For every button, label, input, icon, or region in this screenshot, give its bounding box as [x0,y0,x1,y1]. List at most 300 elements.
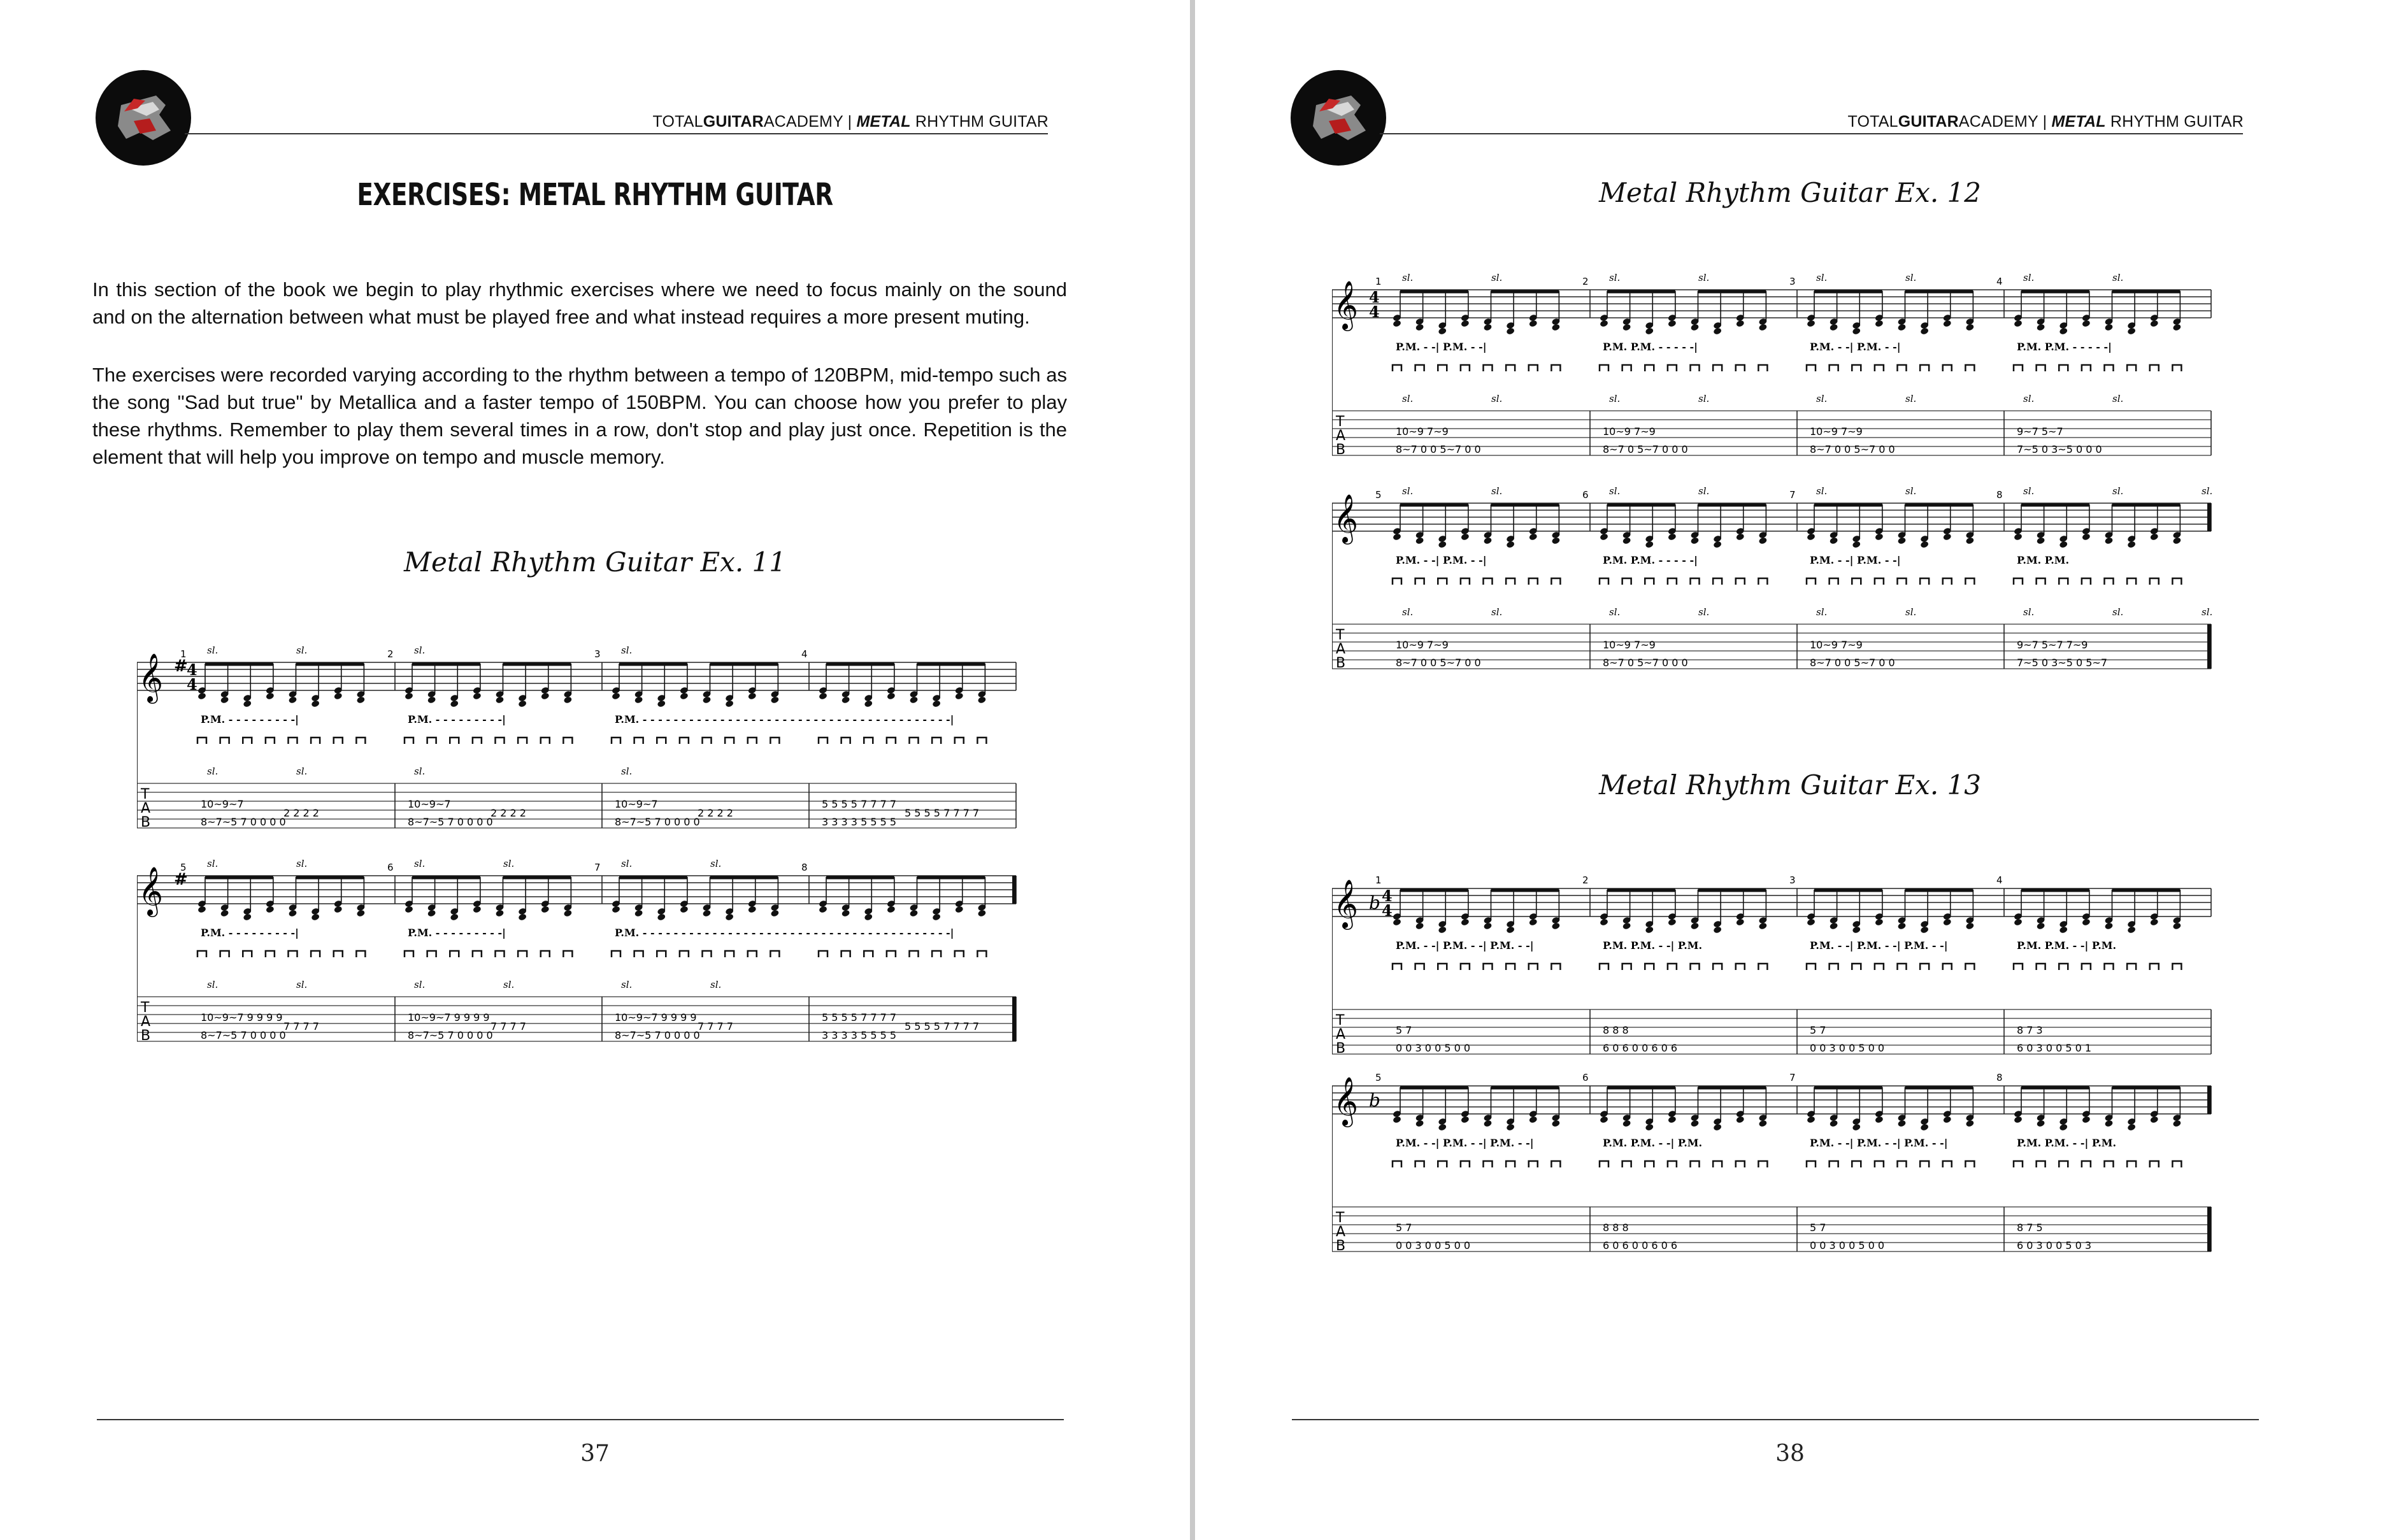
downstroke-mark [612,951,620,957]
palm-mute: P.M. P.M. - -| P.M. [2017,939,2117,952]
tab-fret-top: 5 7 [1396,1222,1412,1234]
slide-mark-tab: sl. [1402,606,1414,618]
time-sig-bottom: 4 [187,675,197,694]
note-head [1897,1120,1906,1128]
slide-mark: sl. [1402,272,1414,283]
tab-fret-bottom: 8~7 0 0 5~7 0 0 [1810,443,1895,455]
note-head [1551,537,1560,545]
tab-fret-top: 10~9~7 [615,798,658,810]
tab-letter: T [1336,627,1345,643]
note-head [702,696,711,704]
time-sig-top: 4 [1382,887,1393,905]
tab-fret-bottom: 7~5 0 3~5 0 5~7 [2017,657,2107,669]
time-sig-bottom: 4 [1369,303,1380,321]
note-head [1965,922,1974,930]
slide-mark: sl. [414,645,426,656]
exercise-11-score [137,643,1029,1051]
measure-number: 2 [387,648,394,660]
note-head [864,700,873,708]
downstroke-mark [725,951,734,957]
final-barline [2207,503,2211,531]
note-head [1690,324,1699,332]
slide-mark: sl. [414,858,426,869]
downstroke-mark [1713,578,1722,585]
measure [1582,272,1797,455]
slide-mark: sl. [621,645,633,656]
downstroke-mark [1551,964,1560,970]
palm-mute: P.M. - - - - - - - - - - - - - - - - - - - - - - - - - - - - - - - - - - - - - - - -| [615,713,954,725]
palm-mute: P.M. P.M. - - - - -| [1603,554,1698,566]
downstroke-mark [2014,1161,2023,1167]
note-head [518,700,527,708]
downstroke-mark [1852,1161,1861,1167]
note-head [563,696,572,704]
footer-rule [97,1419,1064,1420]
note-head [1483,537,1492,545]
downstroke-mark [1830,1161,1838,1167]
downstroke-mark [748,951,757,957]
note-head [1645,541,1654,549]
downstroke-mark [1830,578,1838,585]
downstroke-mark [311,951,320,957]
downstroke-mark [1461,964,1470,970]
slide-mark-tab: sl. [2023,393,2035,404]
downstroke-mark [887,951,896,957]
note-head [2172,324,2181,332]
measure-number: 7 [594,862,601,873]
downstroke-mark [1645,578,1654,585]
downstroke-mark [1691,365,1700,371]
downstroke-mark [1713,964,1722,970]
final-barline [2207,1086,2211,1114]
downstroke-mark [473,951,482,957]
final-barline [1012,876,1016,904]
note-head [1483,324,1492,332]
measure-number: 1 [180,648,187,660]
tab-fret-top: 10~9~7 9 9 9 9 [408,1011,490,1023]
downstroke-mark [1438,964,1447,970]
downstroke-mark [2172,964,2181,970]
downstroke-mark [1415,1161,1424,1167]
downstroke-mark [1691,964,1700,970]
slide-mark-tab: sl. [207,766,218,777]
note-head [612,692,620,701]
downstroke-mark [1875,1161,1884,1167]
tab-fret-top: 10~9~7 9 9 9 9 [615,1011,697,1023]
downstroke-mark [1852,578,1861,585]
book-spine [1190,0,1195,1540]
downstroke-mark [1484,964,1493,970]
measure-number: 7 [1789,1072,1796,1083]
downstroke-mark [1551,1161,1560,1167]
note-head [748,906,757,914]
measure [1996,272,2211,455]
slide-mark-tab: sl. [1816,393,1828,404]
downstroke-mark [932,738,941,744]
downstroke-mark [1898,1161,1907,1167]
header-rule [185,133,1048,134]
note-head [2104,1120,2113,1128]
tab-fret-top: 10~9~7 9 9 9 9 [201,1011,283,1023]
note-head [1713,926,1722,934]
slide-mark: sl. [296,645,308,656]
downstroke-mark [932,951,941,957]
note-head [1758,324,1767,332]
downstroke-mark [1807,1161,1816,1167]
note-head [2014,320,2023,328]
slide-mark-tab: sl. [1816,606,1828,618]
downstroke-mark [1807,365,1816,371]
downstroke-mark [703,738,712,744]
downstroke-mark [634,951,643,957]
note-head [288,696,297,704]
slide-mark-tab: sl. [2112,393,2124,404]
downstroke-mark [977,738,986,744]
downstroke-mark [1898,578,1907,585]
tab-fret-bottom: 8~7~5 7 0 0 0 0 [408,816,493,828]
score-system [1332,1072,2211,1254]
palm-mute: P.M. P.M. - -| P.M. [1603,939,1703,952]
note-head [1506,541,1515,549]
note-head [1506,327,1515,336]
downstroke-mark [657,738,666,744]
tab-letter: A [1336,1224,1346,1240]
note-head [2014,918,2023,927]
note-head [1600,918,1608,927]
note-head [243,700,252,708]
downstroke-mark [2014,578,2023,585]
note-head [266,692,275,701]
note-head [1920,1123,1929,1132]
tab-letter: T [1336,1013,1345,1029]
note-head [1529,1116,1538,1124]
note-head [1690,922,1699,930]
tab-fret-bottom: 0 0 3 0 0 5 0 0 [1810,1239,1885,1251]
palm-mute: P.M. - -| P.M. - -| P.M. - -| [1810,1137,1948,1149]
measure-number: 6 [387,862,394,873]
note-head [977,696,986,704]
downstroke-mark [864,951,873,957]
palm-mute: P.M. - - - - - - - - -| [201,927,299,939]
note-head [288,909,297,918]
note-head [1736,1116,1745,1124]
slide-mark: sl. [2112,272,2124,283]
downstroke-mark [1438,578,1447,585]
exercise-13-score [1332,869,2224,1258]
note-head [2104,922,2113,930]
note-head [405,906,413,914]
palm-mute: P.M. - -| P.M. - -| [1396,554,1487,566]
tab-fret-mid: 5 5 5 5 7 7 7 7 [905,1020,980,1032]
downstroke-mark [910,951,919,957]
downstroke-mark [612,738,620,744]
note-head [427,909,436,918]
tab-fret-bottom: 8~7 0 0 5~7 0 0 [1396,657,1481,669]
tab-fret-top: 10~9 7~9 [1810,425,1863,438]
slide-mark-tab: sl. [414,979,426,990]
measure [387,645,602,828]
slide-mark: sl. [207,858,218,869]
downstroke-mark [1965,1161,1974,1167]
palm-mute: P.M. P.M. - -| P.M. [1603,1137,1703,1149]
header-rule [1380,133,2243,134]
tab-fret-top: 5 7 [1810,1222,1826,1234]
note-head [2036,324,2045,332]
score-system [1332,272,2211,458]
note-head [311,700,320,708]
note-head [1415,1120,1424,1128]
note-head [1529,320,1538,328]
downstroke-mark [1393,1161,1401,1167]
downstroke-mark [1852,964,1861,970]
palm-mute: P.M. - -| P.M. - -| P.M. - -| [1810,939,1948,952]
downstroke-mark [955,738,964,744]
note-head [2082,918,2091,927]
note-head [1415,922,1424,930]
tab-fret-bottom: 6 0 6 0 0 6 0 6 [1603,1239,1678,1251]
downstroke-mark [2172,1161,2181,1167]
note-head [1438,926,1447,934]
measure [387,858,602,1041]
palm-mute: P.M. - - - - - - - - - - - - - - - - - - - - - - - - - - - - - - - - - - - - - - - -| [615,927,954,939]
note-head [2172,922,2181,930]
slide-mark-tab: sl. [2112,606,2124,618]
downstroke-mark [1529,1161,1538,1167]
note-head [2127,327,2136,336]
measure [1996,485,2212,669]
note-head [1875,918,1884,927]
note-head [1461,1116,1470,1124]
exercise-11-title: Metal Rhythm Guitar Ex. 11 [404,546,786,578]
measure-number: 3 [594,648,601,660]
downstroke-mark [819,738,827,744]
tab-fret-top: 5 5 5 5 7 7 7 7 [822,1011,897,1023]
tab-fret-mid: 7 7 7 7 [698,1020,733,1032]
downstroke-mark [1920,964,1929,970]
downstroke-mark [563,951,572,957]
downstroke-mark [243,738,252,744]
measure-number: 5 [180,862,187,873]
measure [594,858,954,1041]
note-head [1483,1120,1492,1128]
treble-clef: 𝄞 [138,653,164,702]
downstroke-mark [2082,578,2091,585]
tab-fret-bottom: 0 0 3 0 0 5 0 0 [1396,1042,1471,1054]
slide-mark-tab: sl. [2202,606,2213,618]
downstroke-mark [1461,365,1470,371]
downstroke-mark [2172,578,2181,585]
note-head [1393,1116,1401,1124]
note-head [819,906,827,914]
academy-logo [1291,70,1386,166]
note-head [220,696,229,704]
tab-fret-top: 10~9 7~9 [1603,639,1656,651]
exercise-13-title: Metal Rhythm Guitar Ex. 13 [1599,769,1981,801]
downstroke-mark [1807,964,1816,970]
tab-fret-top: 8 8 8 [1603,1222,1629,1234]
downstroke-mark [1965,365,1974,371]
slide-mark: sl. [2202,485,2213,497]
downstroke-mark [1668,365,1677,371]
slide-mark-tab: sl. [414,766,426,777]
final-tab-barline [2207,624,2211,669]
time-sig-top: 4 [1369,288,1380,306]
tab-letter: B [141,815,151,831]
downstroke-mark [496,951,505,957]
tab-letter: T [1336,414,1345,430]
downstroke-mark [1758,1161,1767,1167]
downstroke-mark [289,951,297,957]
downstroke-mark [1943,365,1952,371]
downstroke-mark [427,951,436,957]
downstroke-mark [1691,578,1700,585]
slide-mark-tab: sl. [1698,606,1710,618]
note-head [1920,926,1929,934]
tab-fret-top: 8 8 8 [1603,1024,1629,1036]
downstroke-mark [1920,365,1929,371]
note-head [356,909,365,918]
measure-number: 2 [1582,874,1589,886]
note-head [427,696,436,704]
tab-fret-top: 10~9 7~9 [1603,425,1656,438]
downstroke-mark [311,738,320,744]
downstroke-mark [266,738,275,744]
note-head [887,906,896,914]
time-sig-top: 4 [187,660,197,679]
measure [1789,272,2004,455]
note-head [356,696,365,704]
slide-mark: sl. [1491,272,1503,283]
note-head [977,909,986,918]
key-sharp: # [174,870,188,889]
measure [1582,485,1797,669]
note-head [1758,537,1767,545]
downstroke-mark [1713,365,1722,371]
page-number: 37 [580,1441,610,1467]
note-head [955,906,964,914]
measure [180,645,395,828]
note-head [1438,541,1447,549]
downstroke-mark [1668,1161,1677,1167]
downstroke-mark [334,738,343,744]
note-head [1852,1123,1861,1132]
note-head [2059,541,2068,549]
measure-number: 4 [1996,276,2003,287]
note-head [2150,1116,2159,1124]
downstroke-mark [2127,1161,2136,1167]
note-head [725,913,734,922]
downstroke-mark [1393,365,1401,371]
palm-mute: P.M. - -| P.M. - -| [1810,341,1901,353]
palm-mute: P.M. - - - - - - - - -| [408,713,506,725]
tab-fret-bottom: 7~5 0 3~5 0 0 0 [2017,443,2102,455]
downstroke-mark [1461,1161,1470,1167]
note-head [770,909,779,918]
downstroke-mark [1898,964,1907,970]
tab-letter: A [1336,428,1346,444]
palm-mute: P.M. - - - - - - - - -| [201,713,299,725]
palm-mute: P.M. - -| P.M. - -| P.M. - -| [1396,939,1534,952]
note-head [334,692,343,701]
note-head [2059,1123,2068,1132]
note-head [2172,537,2181,545]
downstroke-mark [2150,964,2159,970]
note-head [1690,1120,1699,1128]
downstroke-mark [1920,1161,1929,1167]
note-head [1461,533,1470,541]
note-head [1943,918,1952,927]
score-system [1332,874,2211,1057]
downstroke-mark [977,951,986,957]
note-head [197,692,206,701]
score-system [137,858,1016,1044]
slide-mark: sl. [621,858,633,869]
downstroke-mark [1506,1161,1515,1167]
slide-mark: sl. [710,858,722,869]
tab-letter: A [1336,641,1346,657]
treble-clef: 𝄞 [138,866,164,915]
downstroke-mark [1943,964,1952,970]
tab-letter: T [1336,1210,1345,1226]
measure-number: 6 [1582,1072,1589,1083]
note-head [909,696,918,704]
slide-mark: sl. [296,858,308,869]
key-flat: b [1369,892,1380,913]
measure-number: 8 [801,862,808,873]
tab-fret-bottom: 3 3 3 3 5 5 5 5 [822,816,897,828]
downstroke-mark [563,738,572,744]
downstroke-mark [2037,365,2045,371]
note-head [1551,1120,1560,1128]
downstroke-mark [680,951,689,957]
downstroke-mark [496,738,505,744]
note-head [1393,918,1401,927]
tab-fret-bottom: 6 0 3 0 0 5 0 1 [2017,1042,2092,1054]
downstroke-mark [1736,578,1745,585]
downstroke-mark [243,951,252,957]
slide-mark-tab: sl. [621,979,633,990]
slide-mark-tab: sl. [621,766,633,777]
tab-fret-bottom: 8~7 0 0 5~7 0 0 [1810,657,1895,669]
note-head [2127,1123,2136,1132]
note-head [1943,320,1952,328]
running-header: TOTALGUITARACADEMY | METAL RHYTHM GUITAR [1847,113,2244,131]
downstroke-mark [518,738,527,744]
note-head [1483,922,1492,930]
note-head [563,909,572,918]
downstroke-mark [2150,365,2159,371]
note-head [841,696,850,704]
right-page [1195,0,2385,1540]
downstroke-mark [1758,365,1767,371]
downstroke-mark [703,951,712,957]
note-head [864,913,873,922]
downstroke-mark [1807,578,1816,585]
downstroke-mark [1736,964,1745,970]
measure [1789,485,2004,669]
note-head [1645,926,1654,934]
tab-fret-bottom: 8~7~5 7 0 0 0 0 [615,816,700,828]
tab-fret-bottom: 8~7 0 5~7 0 0 0 [1603,657,1688,669]
exercise-12-score [1332,271,2224,678]
note-head [220,909,229,918]
key-flat: b [1369,1090,1380,1111]
tab-fret-top: 5 5 5 5 7 7 7 7 [822,798,897,810]
downstroke-mark [450,738,459,744]
downstroke-mark [1622,964,1631,970]
note-head [634,909,643,918]
slide-mark-tab: sl. [1491,606,1503,618]
